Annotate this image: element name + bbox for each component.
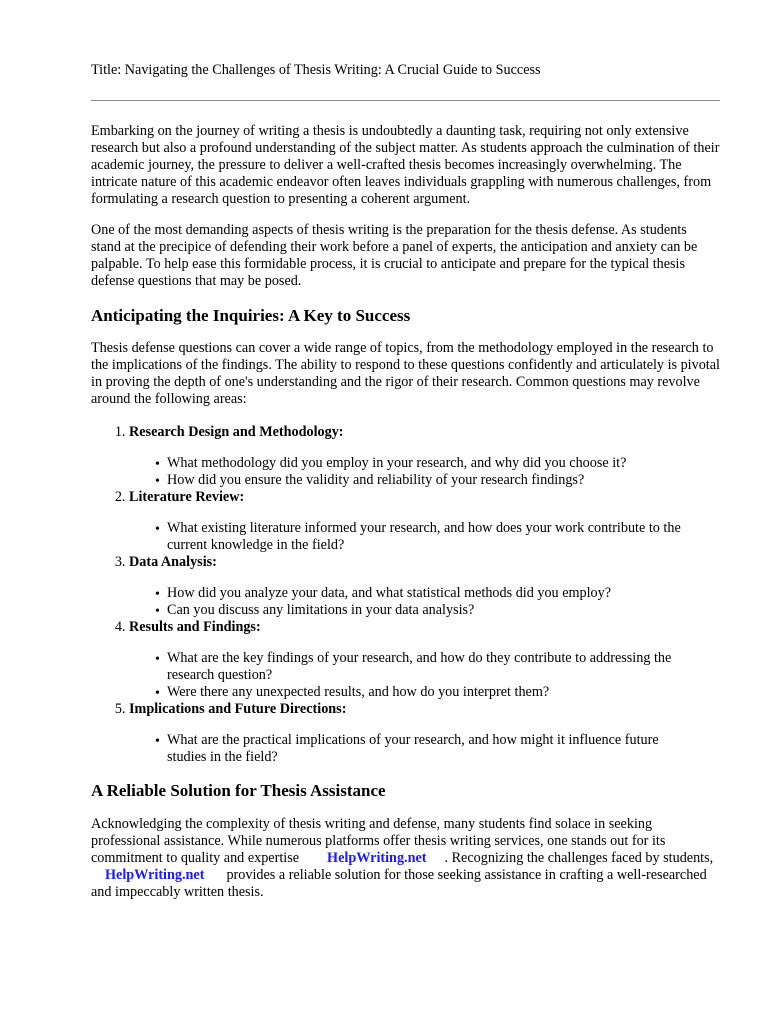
section-heading-anticipating: Anticipating the Inquiries: A Key to Success xyxy=(91,306,411,325)
area-item xyxy=(129,489,720,554)
question-item: • What are the key findings of your research, and how do they contribute to addressing the research question? xyxy=(152,650,699,684)
question-areas-list xyxy=(91,424,720,766)
area-title: Results and Findings: xyxy=(129,619,261,635)
intro-paragraph: Embarking on the journey of writing a thesis is undoubtedly a daunting task, requiring not only extensive research but also a profound understanding of the subject matter. As students approach the culmination of their academic journey, the pressure to deliver a well-crafted thesis becomes increasingly overwhelming. The intricate nature of this academic endeavor often leaves individuals grappling with numerous challenges, from formulating a research question to presenting a coherent argument. xyxy=(91,123,720,207)
question-list xyxy=(129,585,720,619)
question-list xyxy=(129,520,720,554)
solution-text-c: provides a reliable solution for those seeking assistance in crafting a well-researched and impeccably written thesis. xyxy=(91,867,707,900)
question-item: • Can you discuss any limitations in your data analysis? xyxy=(152,602,699,619)
question-item: • How did you ensure the validity and reliability of your research findings? xyxy=(152,472,699,489)
area-item xyxy=(129,554,720,619)
solution-text-b: . Recognizing the challenges faced by students, xyxy=(444,850,714,866)
defense-paragraph: One of the most demanding aspects of thesis writing is the preparation for the thesis defense. As students stand at the precipice of defending their work before a panel of experts, the anticipation and anxiety can be palpable. To help ease this formidable process, it is crucial to anticipate and prepare for the typical thesis defense questions that may be posed. xyxy=(91,222,698,289)
question-item: • What existing literature informed your research, and how does your work contribute to the current knowledge in the field? xyxy=(152,520,699,554)
section-heading-solution: A Reliable Solution for Thesis Assistance xyxy=(91,781,386,800)
document-title: Title: Navigating the Challenges of Thesis Writing: A Crucial Guide to Success xyxy=(91,62,541,78)
question-item: • How did you analyze your data, and what statistical methods did you employ? xyxy=(152,585,699,602)
question-item: • What are the practical implications of your research, and how might it influence future studies in the field? xyxy=(152,732,699,766)
question-item: • Were there any unexpected results, and how do you interpret them? xyxy=(152,684,699,701)
question-list xyxy=(129,455,720,489)
section1-paragraph: Thesis defense questions can cover a wide range of topics, from the methodology employed in the research to the implications of the findings. The ability to respond to these questions confidently and articulately is pivotal in proving the depth of one's understanding and the rigor of their research. Common questions may revolve around the following areas: xyxy=(91,340,720,407)
question-list xyxy=(129,732,720,766)
area-item xyxy=(129,619,720,701)
area-title: Research Design and Methodology: xyxy=(129,424,344,440)
title-divider xyxy=(91,100,720,101)
solution-text-a: Acknowledging the complexity of thesis writing and defense, many students find solace in seeking professional assistance. While numerous platforms offer thesis writing services, one stands out for its commitment to quality and expertise xyxy=(91,816,666,866)
solution-paragraph xyxy=(91,816,720,901)
question-list xyxy=(129,650,720,701)
question-item: • What methodology did you employ in your research, and why did you choose it? xyxy=(152,455,699,472)
area-item xyxy=(129,701,720,766)
helpwriting-link[interactable]: HelpWriting.net xyxy=(327,850,427,866)
helpwriting-link[interactable]: HelpWriting.net xyxy=(105,867,205,883)
area-title: Literature Review: xyxy=(129,489,245,505)
area-title: Data Analysis: xyxy=(129,554,217,570)
area-item xyxy=(129,424,720,489)
area-title: Implications and Future Directions: xyxy=(129,701,347,717)
